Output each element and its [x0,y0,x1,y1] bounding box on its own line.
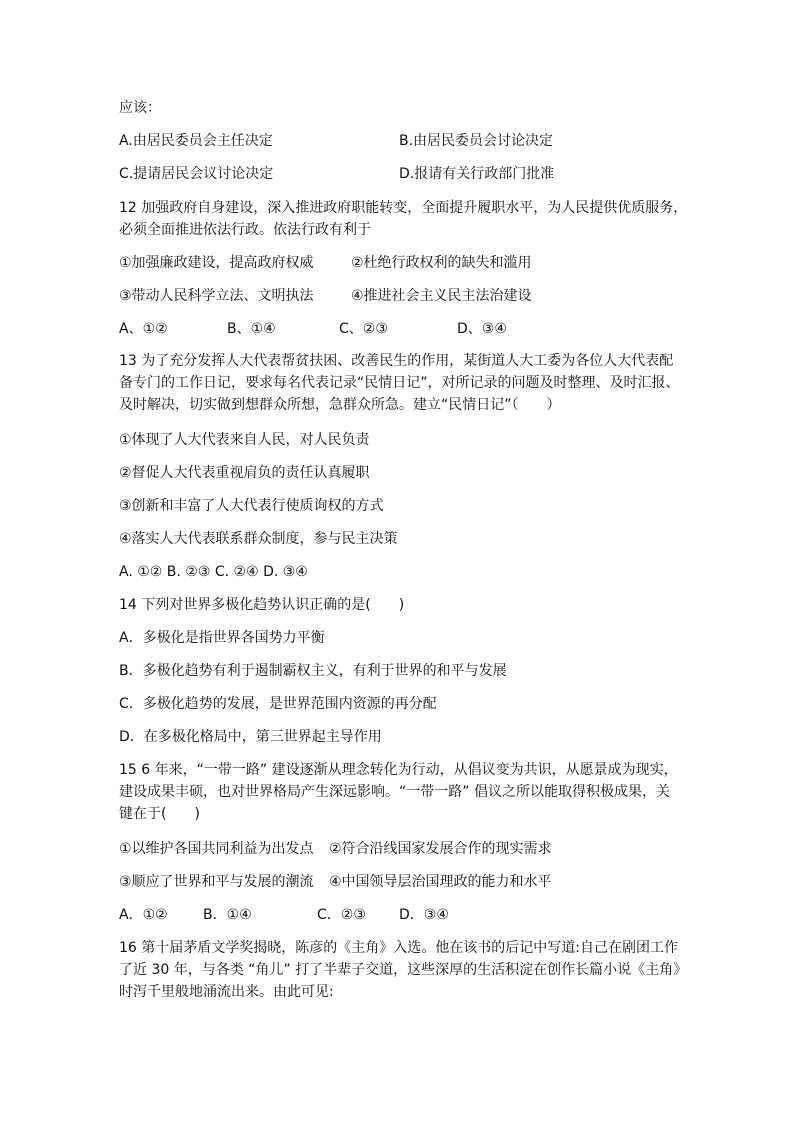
q13-stem-line-2: 备专门的工作日记，要求每名代表记录“民情日记”，对所记录的问题及时整理、及时汇报、 [119,375,680,391]
q13-choices: A. ①② B. ②③ C. ②④ D. ③④ [119,564,308,580]
q13-statement-2: ②督促人大代表重视肩负的责任认真履职 [119,465,370,481]
q11-option-a: A.由居民委员会主任决定 [119,133,273,149]
q12-stem-line-2: 必须全面推进依法行政。依法行政有利于 [119,222,371,238]
q12-statement-4: ④推进社会主义民主法治建设 [351,288,532,304]
q16-stem [119,937,689,1003]
q14-option-a: A．多极化是指世界各国势力平衡 [119,630,325,646]
q12-statement-3: ③带动人民科学立法、文明执法 [119,288,314,304]
q14-option-b: B．多极化趋势有利于遏制霸权主义，有利于世界的和平与发展 [119,663,507,679]
q16-stem-line-1: 16 第十届茅盾文学奖揭晓，陈彦的《主角》入选。他在该书的后记中写道:自己在剧团工作 [119,940,678,956]
q13-statement-3: ③创新和丰富了人大代表行使质询权的方式 [119,498,384,514]
q12-choice-b: B、①④ [227,321,276,337]
q15-statement-1: ①以维护各国共同利益为出发点 [119,841,314,857]
q16-stem-line-3: 时泻千里般地涌流出来。由此可见: [119,984,334,1000]
q12-statement-2: ②杜绝行政权利的缺失和滥用 [351,255,532,271]
q15-stem-line-1: 15 6 年来，“一带一路” 建设逐渐从理念转化为行动，从倡议变为共识，从愿景成为现实， [119,762,678,778]
q15-stem-line-2: 建设成果丰硕，也对世界格局产生深远影响。“一带一路” 倡议之所以能取得积极成果，关 [119,784,670,800]
q13-stem-line-1: 13 为了充分发挥人大代表帮贫扶困、改善民生的作用，某街道人大工委为各位人大代表配 [119,353,674,369]
q11-option-d: D.报请有关行政部门批准 [399,166,555,182]
q12-choice-c: C、②③ [339,321,388,337]
q15-choice-d: D．③④ [399,907,449,923]
q13-stem [119,350,689,416]
q12-stem-line-1: 12 加强政府自身建设，深入推进政府职能转变，全面提升履职水平，为人民提供优质服务， [119,200,688,216]
q13-stem-line-3: 及时解决，切实做到想群众所想，急群众所急。建立“民情日记”（ ） [119,397,561,413]
q15-statement-3: ③顺应了世界和平与发展的潮流 [119,874,314,890]
q15-choice-a: A．①② [119,907,168,923]
q15-stem-line-3: 键在于( ) [119,806,200,822]
q13-statement-4: ④落实人大代表联系群众制度，参与民主决策 [119,531,398,547]
q15-statement-4: ④中国领导层治国理政的能力和水平 [329,874,552,890]
q15-choice-c: C．②③ [317,907,366,923]
q16-stem-line-2: 了近 30 年，与各类 “角儿” 打了半辈子交道，这些深厚的生活积淀在创作长篇小说《主角》 [119,962,688,978]
q11-stem-end: 应该： [119,100,161,116]
q15-statement-2: ②符合沿线国家发展合作的现实需求 [329,841,552,857]
q11-option-c: C.提请居民会议讨论决定 [119,166,274,182]
q12-statement-1: ①加强廉政建设，提高政府权威 [119,255,314,271]
q15-choice-b: B．①④ [203,907,252,923]
q12-choice-a: A、①② [119,321,168,337]
q12-stem [119,197,689,241]
exam-page [119,0,689,1123]
q14-stem: 14 下列对世界多极化趋势认识正确的是( ) [119,597,405,613]
q15-stem [119,759,689,825]
q14-option-d: D．在多极化格局中，第三世界起主导作用 [119,729,382,745]
q14-option-c: C．多极化趋势的发展，是世界范围内资源的再分配 [119,696,437,712]
q12-choice-d: D、③④ [457,321,507,337]
q11-option-b: B.由居民委员会讨论决定 [399,133,554,149]
q13-statement-1: ①体现了人大代表来自人民，对人民负责 [119,432,370,448]
